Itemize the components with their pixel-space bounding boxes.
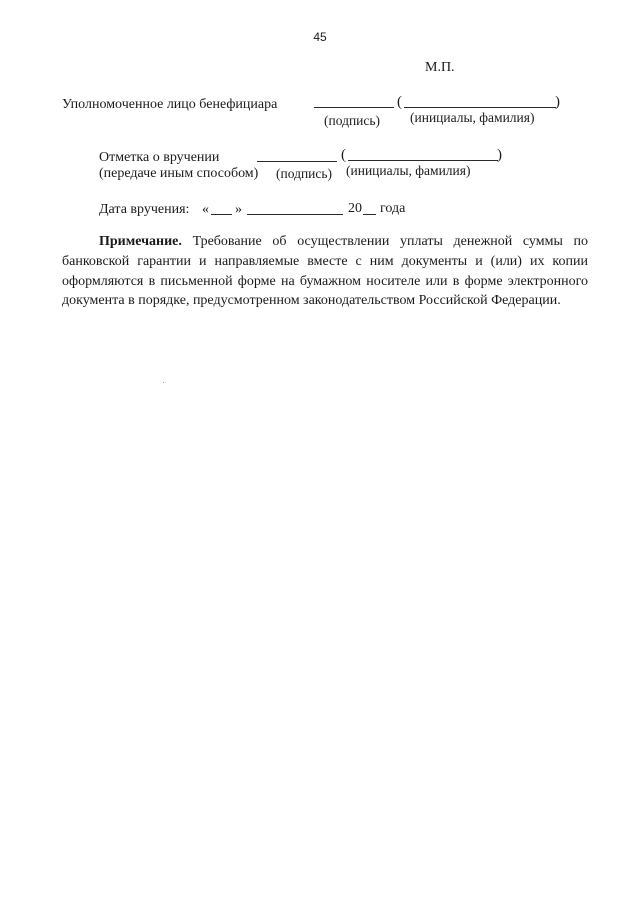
delivery-name-close-paren: )	[497, 147, 502, 163]
date-open-quote: «	[202, 202, 209, 217]
beneficiary-name-close-paren: )	[555, 94, 560, 110]
date-close-quote: »	[235, 202, 242, 217]
delivery-date-label: Дата вручения:	[99, 202, 190, 217]
delivery-name-caption: (инициалы, фамилия)	[346, 163, 471, 178]
note-paragraph	[62, 232, 588, 311]
delivery-name-open-paren: (	[341, 147, 346, 163]
note-body: Требование об осуществлении уплаты денежной суммы по банковской гарантии и направляемые вместе с ним документы и (или) их копии оформляются в письменной форме на бумажном носителе или в форме электронного документа в порядке, предусмотренном законодательством Российской Федерации.	[62, 234, 589, 309]
beneficiary-signature-caption: (подпись)	[324, 113, 381, 128]
scan-speck	[163, 382, 164, 383]
page-number: 45	[313, 30, 327, 44]
delivery-signature-caption: (подпись)	[276, 166, 333, 181]
stamp-place-label: М.П.	[425, 60, 455, 75]
delivery-mark-label: Отметка о вручении	[99, 150, 220, 165]
month-blank-line	[247, 214, 343, 215]
beneficiary-signature-line	[314, 107, 394, 108]
year-blank-line	[363, 214, 376, 215]
beneficiary-name-caption: (инициалы, фамилия)	[410, 110, 535, 125]
day-blank-line	[211, 214, 232, 215]
note-heading: Примечание.	[99, 234, 182, 249]
delivery-name-line	[348, 160, 498, 161]
delivery-method-label: (передаче иным способом)	[99, 166, 259, 181]
beneficiary-label: Уполномоченное лицо бенефициара	[62, 97, 278, 112]
year-prefix: 20	[348, 201, 362, 216]
year-word: года	[380, 201, 406, 216]
beneficiary-name-open-paren: (	[397, 94, 402, 110]
delivery-signature-line	[257, 161, 337, 162]
beneficiary-name-line	[404, 107, 556, 108]
